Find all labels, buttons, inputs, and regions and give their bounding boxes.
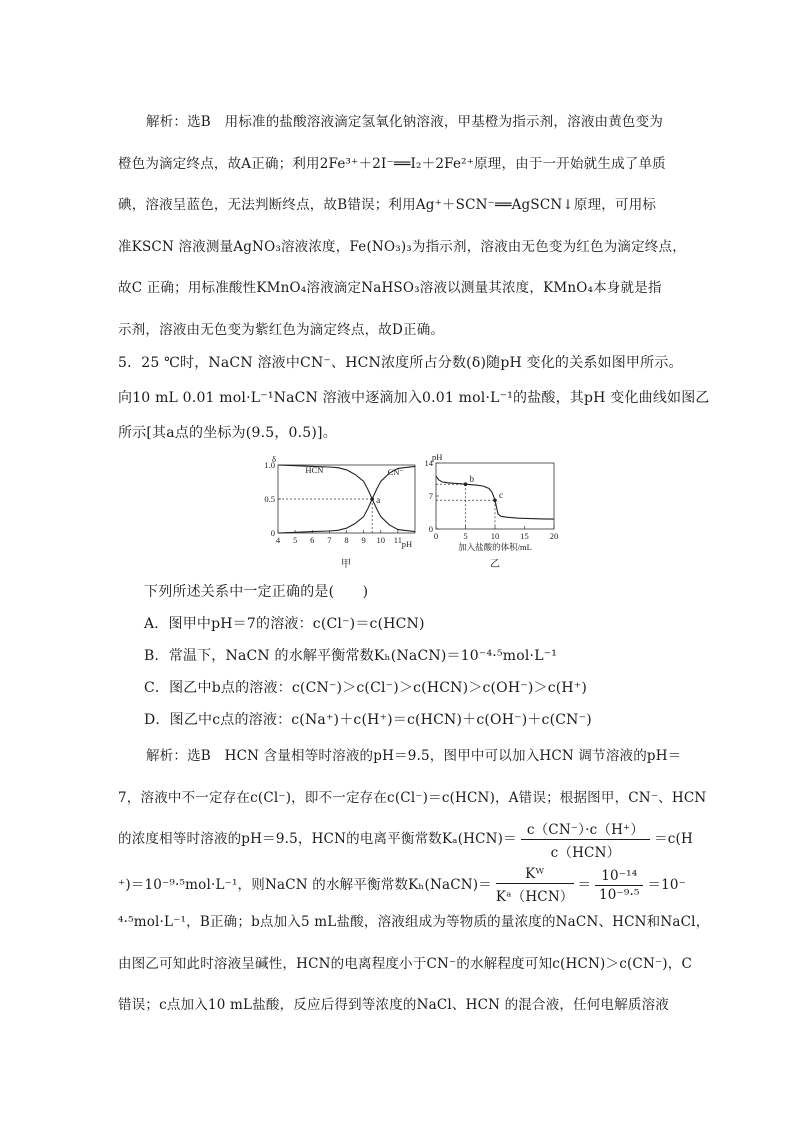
analysis-1-line-4: 准KSCN 溶液测量AgNO₃溶液浓度，Fe(NO₃)₃为指示剂，溶液由无色变为红色为滴定终点，	[118, 239, 686, 255]
ka-fraction-numerator: c（CN⁻）·c（H⁺）	[521, 818, 650, 840]
x-axis-label: 加入盐酸的体积/mL	[458, 542, 532, 552]
y-tick-label: 1.0	[264, 460, 275, 470]
chart-caption: 乙	[490, 559, 500, 570]
ka-fraction-denominator: c（HCN）	[550, 845, 621, 861]
power-fraction-denominator: 10⁻⁹·⁵	[598, 887, 640, 903]
analysis-1-line-5: 故C 正确；用标准酸性KMnO₄溶液滴定NaHSO₃溶液以测量其浓度，KMnO₄本身就是指	[118, 280, 662, 296]
option-b: B．常温下，NaCN 的水解平衡常数Kₕ(NaCN)＝10⁻⁴·⁵mol·L⁻¹	[144, 648, 558, 664]
analysis-2-line-6: 由图乙可知此时溶液呈碱性，HCN的电离程度小于CN⁻的水解程度可知c(HCN)＞c(CN⁻)，C	[118, 956, 692, 972]
question-5-line-2: 向10 mL 0.01 mol·L⁻¹NaCN 溶液中逐滴加入0.01 mol·L⁻¹的盐酸，其pH 变化曲线如图乙	[118, 390, 710, 406]
x-tick-label: 5	[463, 531, 468, 541]
analysis-1-line-2: 橙色为滴定终点，故A正确；利用2Fe³⁺＋2I⁻══I₂＋2Fe²⁺原理，由于一开始就生成了单质	[118, 156, 666, 172]
analysis-2-line-3	[118, 818, 693, 861]
x-tick-label: 0	[433, 531, 439, 541]
analysis-2-line-7: 错误；c点加入10 mL盐酸，反应后得到等浓度的NaCl、HCN 的混合液，任何电解质溶液	[118, 997, 670, 1013]
x-tick-label: 9	[361, 535, 366, 545]
kh-fraction-denominator: Kᵃ（HCN）	[495, 889, 574, 905]
power-fraction-numerator: 10⁻¹⁴	[595, 868, 643, 886]
series-label-hcn: HCN	[305, 465, 324, 475]
y-axis-label: δ	[271, 455, 277, 464]
question-5-line-1: 5．25 ℃时，NaCN 溶液中CN⁻、HCN浓度所占分数(δ)随pH 变化的关系如图甲所示。	[118, 355, 683, 371]
option-c: C．图乙中b点的溶液：c(CN⁻)＞c(Cl⁻)＞c(HCN)＞c(OH⁻)＞c(H⁺)	[144, 680, 588, 696]
y-tick-label: 0.5	[264, 494, 275, 504]
analysis-2-line-2: 7，溶液中不一定存在c(Cl⁻)，即不一定存在c(Cl⁻)＝c(HCN)，A错误；根据图甲，CN⁻、HCN	[118, 790, 707, 806]
y-tick-label: 7	[428, 491, 433, 501]
question-5-line-3: 所示[其a点的坐标为(9.5，0.5)]。	[118, 425, 337, 441]
option-a: A．图甲中pH＝7的溶液：c(Cl⁻)＝c(HCN)	[144, 616, 425, 632]
kh-fraction-numerator: Kᵂ	[496, 866, 574, 884]
point-label-b: b	[469, 474, 474, 485]
analysis-1-line-3: 碘，溶液呈蓝色，无法判断终点，故B错误；利用Ag⁺＋SCN⁻══AgSCN↓原理，可用标	[118, 197, 657, 213]
ka-fraction	[521, 818, 650, 861]
analysis-2-line-4	[118, 866, 686, 905]
point-b	[464, 482, 468, 486]
analysis-1-line-1: 解析：选B 用标准的盐酸溶液滴定氢氧化钠溶液，甲基橙为指示剂，溶液由黄色变为	[146, 114, 664, 130]
x-tick-label: 15	[520, 531, 529, 541]
kh-fraction	[496, 866, 574, 905]
y-tick-label: 0	[428, 524, 433, 534]
equals-sign: ＝	[577, 877, 592, 893]
analysis-2-line-3-pre: 的浓度相等时溶液的pH＝9.5，HCN的电离平衡常数Kₐ(HCN)＝	[118, 831, 517, 847]
analysis-2-line-5: ⁴·⁵mol·L⁻¹，B正确；b点加入5 mL盐酸，溶液组成为等物质的量浓度的NaCN、HCN和NaCl，	[118, 914, 710, 930]
x-tick-label: 11	[393, 535, 402, 545]
question-prompt: 下列所述关系中一定正确的是( )	[144, 584, 369, 600]
chart-caption: 甲	[341, 559, 351, 570]
x-tick-label: 20	[549, 531, 559, 541]
analysis-2-line-1: 解析：选B HCN 含量相等时溶液的pH＝9.5，图甲中可以加入HCN 调节溶液的pH＝	[146, 748, 682, 764]
x-tick-label: 10	[376, 535, 385, 545]
point-label-c: c	[499, 490, 503, 501]
chart-yi	[418, 452, 568, 570]
point-a	[370, 497, 374, 501]
chart-jia	[250, 455, 420, 570]
x-tick-label: 6	[310, 535, 315, 545]
x-tick-label: 7	[327, 535, 332, 545]
x-tick-label: 8	[344, 535, 349, 545]
x-tick-label: 10	[490, 531, 500, 541]
point-label-a: a	[376, 495, 381, 505]
x-tick-label: 4	[275, 535, 281, 545]
analysis-2-line-3-post: ＝c(H	[654, 831, 693, 847]
y-tick-label: 0	[270, 528, 275, 538]
x-tick-label: 5	[293, 535, 298, 545]
y-tick-label: 14	[424, 458, 433, 468]
x-axis-label: pH	[401, 539, 413, 549]
analysis-2-line-4-post: ＝10⁻	[647, 877, 686, 893]
y-axis-label: pH	[432, 452, 443, 462]
analysis-1-line-6: 示剂，溶液由无色变为紫红色为滴定终点，故D正确。	[118, 322, 445, 338]
option-d: D．图乙中c点的溶液：c(Na⁺)＋c(H⁺)＝c(HCN)＋c(OH⁻)＋c(CN⁻)	[144, 712, 592, 728]
power-fraction	[595, 868, 643, 903]
series-label-cn: CN⁻	[387, 467, 404, 477]
analysis-2-line-4-pre: ⁺)＝10⁻⁹·⁵mol·L⁻¹，则NaCN 的水解平衡常数Kₕ(NaCN)＝	[118, 877, 492, 893]
point-c	[493, 498, 497, 502]
